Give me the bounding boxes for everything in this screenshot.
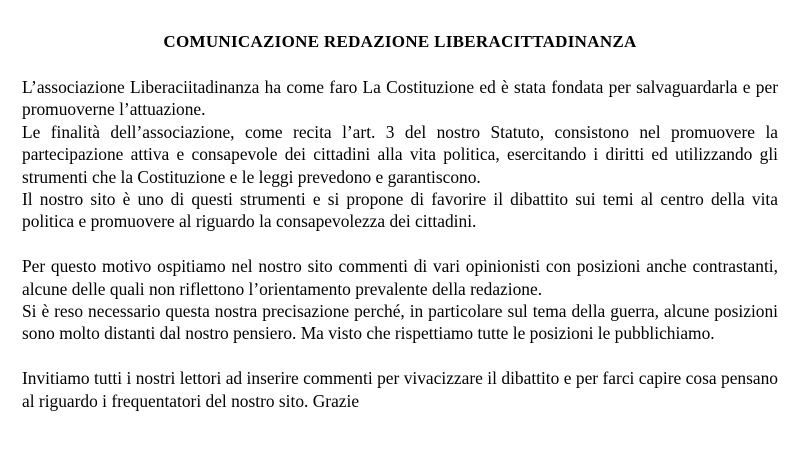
paragraph: Le finalità dell’associazione, come recita l’art. 3 del nostro Statuto, consistono nel promuovere la partecipazione attiva e consapevole dei cittadini alla vita politica, esercitando i diritti ed utilizzando gli strumenti che la Costituzione e le leggi prevedono e garantiscono. <box>22 121 778 187</box>
paragraph-block-3 <box>22 367 778 412</box>
document-title: COMUNICAZIONE REDAZIONE LIBERACITTADINANZA <box>163 32 637 51</box>
document-body <box>22 76 778 412</box>
paragraph: Il nostro sito è uno di questi strumenti e si propone di favorire il dibattito sui temi al centro della vita politica e promuovere al riguardo la consapevolezza dei cittadini. <box>22 189 778 232</box>
paragraph: Per questo motivo ospitiamo nel nostro sito commenti di vari opinionisti con posizioni anche contrastanti, alcune delle quali non riflettono l’orientamento prevalente della redazione. <box>22 256 778 299</box>
paragraph: L’associazione Liberaciitadinanza ha come faro La Costituzione ed è stata fondata per salvaguardarla e per promuoverne l’attuazione. <box>22 77 778 120</box>
paragraph: Si è reso necessario questa nostra precisazione perché, in particolare sul tema della guerra, alcune posizioni sono molto distanti dal nostro pensiero. Ma visto che rispettiamo tutte le posizioni le pubblichiamo. <box>22 301 778 344</box>
paragraph-block-2 <box>22 255 778 345</box>
paragraph-block-1 <box>22 76 778 233</box>
paragraph: Invitiamo tutti i nostri lettori ad inserire commenti per vivacizzare il dibattito e per farci capire cosa pensano al riguardo i frequentatori del nostro sito. Grazie <box>22 368 778 411</box>
